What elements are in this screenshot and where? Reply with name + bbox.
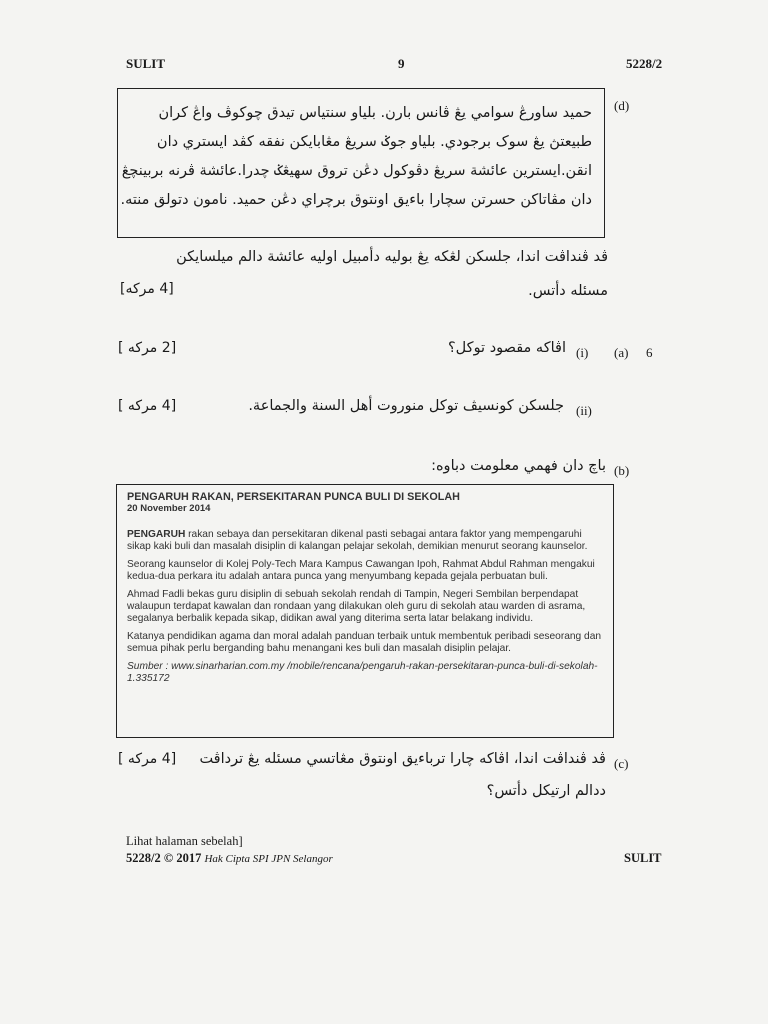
- page-number: 9: [398, 56, 405, 71]
- question-6b-label: (b): [614, 463, 630, 478]
- question-6a-label: (a): [614, 345, 629, 360]
- passage-line: دان مڤاتاکن حسرتن سچارا باءيق اونتوق برچراي دڠن حميد. نامون دتولق منته.: [120, 192, 592, 208]
- passage-line: انقن.ايسترين عائشة سريڠ دڤوکول دڠن تروق سهيڠݢ چدرا.عائشة ڤرنه بربينچڠ: [121, 163, 592, 179]
- question-6a-i-marks: [2 مرکه ]: [118, 340, 177, 356]
- paper-code: 5228/2: [626, 56, 663, 71]
- question-6b-text: باچ دان فهمي معلومت دباوه:: [431, 458, 606, 474]
- question-6c-marks: [4 مرکه ]: [118, 751, 177, 767]
- question-6-number: 6: [646, 345, 653, 360]
- news-article-box: [116, 484, 614, 738]
- question-d-label: (d): [614, 98, 630, 113]
- question-d-passage-box: [117, 88, 605, 238]
- article-date: 20 November 2014: [127, 503, 211, 514]
- article-paragraph-text: rakan sebaya dan persekitaran dikenal pasti sebagai antara faktor yang mempengaruhi sikap kaki buli dan masalah disiplin di kalangan pelajar sekolah, demikian menurut seorang kaunselor.: [127, 529, 588, 552]
- question-6c-line-1: ڤد ڤنداڤت اندا، اڤاکه چارا ترباءيق اونتوق مڠاتسي مسئله يڠ ترداڤت: [199, 751, 606, 767]
- footer-copyright-year: © 2017: [163, 851, 202, 865]
- question-6c-line-2: ددالم ارتيکل دأتس؟: [486, 783, 606, 799]
- question-6a-ii-label: (ii): [576, 403, 592, 418]
- question-d-line-2: مسئله دأتس.: [528, 283, 608, 299]
- passage-line: حميد ساورڠ سوامي يڠ ڤانس بارن. بلياو سنتياس تيدق چوکوڤ واڠ کران: [158, 105, 592, 121]
- header-sulit: SULIT: [126, 56, 166, 71]
- question-6c-label: (c): [614, 756, 629, 771]
- footer-code: 5228/2: [126, 851, 161, 865]
- footer-copyright: [126, 851, 333, 866]
- article-paragraph: [127, 529, 603, 553]
- footer-sulit: SULIT: [624, 851, 662, 865]
- question-6a-ii-text: جلسکن کونسيڤ توکل منوروت أهل السنة والجماعة.: [248, 398, 564, 414]
- question-6a-ii-marks: [4 مرکه ]: [118, 398, 177, 414]
- article-lead-word: PENGARUH: [127, 529, 186, 540]
- question-d-marks: [4 مرکه]: [120, 281, 174, 297]
- question-6a-i-text: اڤاکه مقصود توکل؟: [447, 340, 566, 356]
- question-6a-i-label: (i): [576, 345, 589, 360]
- passage-line: طبيعتڽ يڠ سوک برجودي. بلياو جوݢ سريڠ مڠابايکن نفقه کڤد ايستري دان: [156, 134, 592, 150]
- article-paragraph: Katanya pendidikan agama dan moral adalah panduan terbaik untuk membentuk peribadi seseorang dan semua pihak perlu berganding bahu menangani kes buli dan masalah disiplin pelajar.: [127, 631, 602, 654]
- article-paragraph: Seorang kaunselor di Kolej Poly-Tech Mara Kampus Cawangan Ipoh, Rahmat Abdul Rahman mengakui kedua-dua perkara itu adalah antara punca yang menyumbang kepada gejala perbuatan buli.: [127, 559, 595, 582]
- article-source: Sumber : www.sinarharian.com.my /mobile/rencana/pengaruh-rakan-persekitaran-punca-buli-di-sekolah-1.335172: [127, 661, 598, 684]
- next-page-note: Lihat halaman sebelah]: [126, 834, 243, 848]
- footer-holder: Hak Cipta SPI JPN Selangor: [204, 853, 333, 865]
- question-d-line-1: ڤد ڤنداڤت اندا، جلسکن لڠکه يڠ بوليه دأمبيل اوليه عائشة دالم ميلسايکن: [176, 249, 608, 265]
- article-paragraph: Ahmad Fadli bekas guru disiplin di sebuah sekolah rendah di Tampin, Negeri Sembilan berpendapat walaupun terdapat kawalan dan rondaan yang dilakukan oleh guru di sekolah atau warden di asrama, segalanya berbalik kepada sikap, didikan awal yang diterima serta latar belakang individu.: [127, 589, 586, 624]
- article-title: PENGARUH RAKAN, PERSEKITARAN PUNCA BULI DI SEKOLAH: [127, 491, 460, 503]
